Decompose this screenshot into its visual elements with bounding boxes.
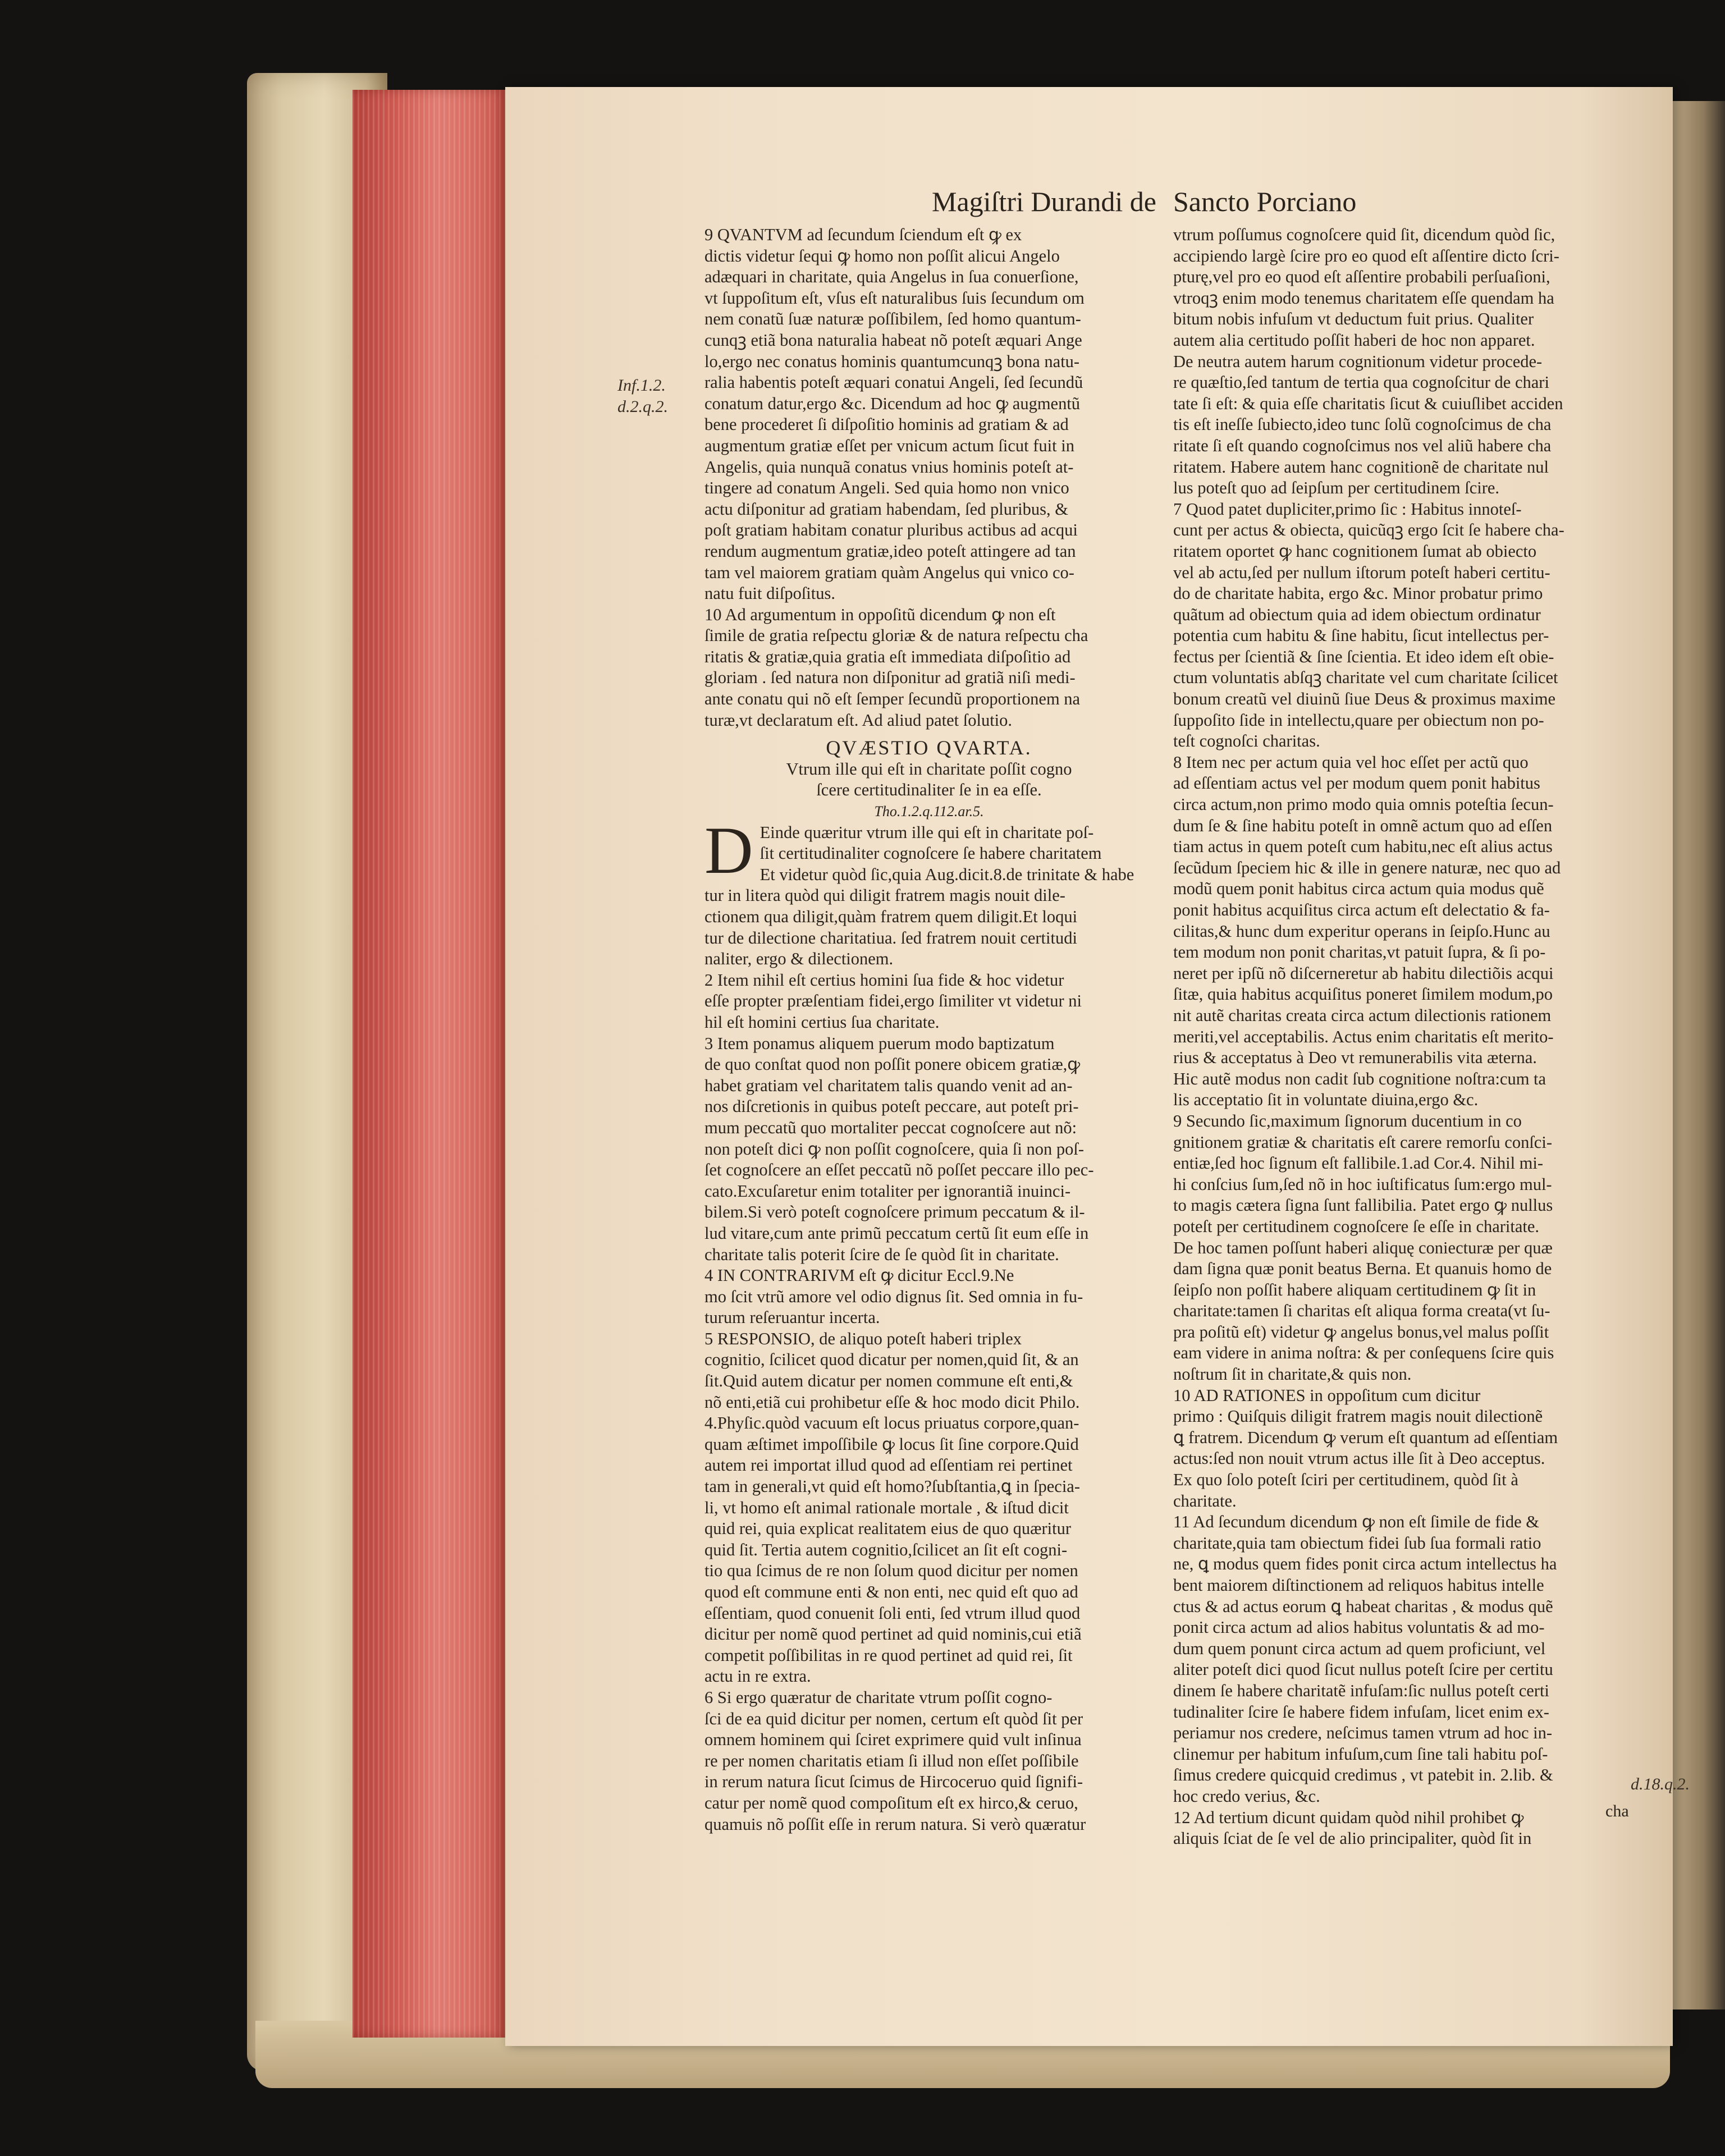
text-line: adæquari in charitate, quia Angelus in ſua conuerſione,	[704, 267, 1079, 287]
text-line: tudinaliter ſcire ſe habere fidem infuſam, licet enim ex-	[1173, 1702, 1549, 1722]
text-line: Hic autẽ modus non cadit ſub cognitione noſtra:cum ta	[1173, 1069, 1546, 1088]
text-line: bent maiorem diſtinctionem ad reliquos habitus intelle	[1173, 1576, 1544, 1595]
text-line: 9 Secundo ſic,maximum ſignorum ducentium in co	[1173, 1111, 1522, 1130]
text-line: tingere ad conatum Angeli. Sed quia homo non vnico	[704, 478, 1069, 498]
text-line: vtrum poſſumus cognoſcere quid ſit, dicendum quòd ſic,	[1173, 225, 1555, 244]
text-line: ſuppoſito ſide in intellectu,quare per obiectum non po-	[1173, 710, 1544, 730]
text-line: ponit circa actum ad alios habitus voluntatis & ad mo-	[1173, 1618, 1545, 1637]
text-line: 10 AD RATIONES in oppoſitum cum dicitur	[1173, 1385, 1481, 1405]
text-line: nõ enti,etiã cui prohibetur eſſe & hoc modo dicit Philo.	[704, 1392, 1080, 1412]
text-line: noſtrum ſit in charitate,& quis non.	[1173, 1365, 1412, 1384]
text-line: Et videtur quòd ſic,quia Aug.dicit.8.de trinitate & habe	[759, 864, 1134, 884]
text-line: naliter, ergo & dilectionem.	[704, 949, 894, 969]
text-line: tam in generali,vt quid eſt homo?ſubſtantia,ꝗ in ſpecia-	[704, 1477, 1080, 1496]
text-line: ſit certitudinaliter cognoſcere ſe habere charitatem	[759, 844, 1102, 863]
left-column-body-before	[704, 225, 1154, 731]
text-line: 11 Ad ſecundum dicendum ꝙ non eſt ſimile de fide &	[1173, 1512, 1539, 1532]
question-title: QVÆSTIO QVARTA.	[826, 738, 1032, 759]
text-line: mo ſcit vtrũ amore vel odio dignus ſit. Sed omnia in fu-	[704, 1287, 1083, 1306]
text-line: primo : Quiſquis diligit fratrem magis nouit dilectionẽ	[1173, 1407, 1543, 1426]
text-line: ritate ſi eſt quando cognoſcimus nos vel aliũ habere cha	[1173, 436, 1552, 455]
margin-note-left	[617, 375, 668, 418]
text-line: tem modum non ponit charitas,vt patuit ſupra, & ſi po-	[1173, 942, 1546, 962]
text-line: De hoc tamen poſſunt haberi aliquę coniecturæ per quæ	[1173, 1238, 1553, 1257]
text-line: omnem hominem qui ſciret exprimere quid vult inſinua	[704, 1730, 1082, 1750]
text-line: mum peccatũ quo mortaliter peccat cognoſcere aut nõ:	[704, 1118, 1077, 1137]
text-line: rius & acceptatus à Deo vt remunerabilis vita æterna.	[1173, 1048, 1537, 1068]
text-line: pturę,vel pro eo quod eſt aſſentire probabili perſuaſioni,	[1173, 267, 1550, 287]
text-line: lo,ergo nec conatus hominis quantumcunqꝫ bona natu-	[704, 351, 1080, 371]
text-line: Ex quo ſolo poteſt ſciri per certitudinem, quòd ſit à	[1173, 1470, 1518, 1490]
text-line: quid ſit. Tertia autem cognitio,ſcilicet an ſit eſt cogni-	[704, 1540, 1068, 1559]
question-subtitle: Vtrum ille qui eſt in charitate poſſit cogno	[786, 759, 1072, 779]
text-line: 4 IN CONTRARIVM eſt ꝙ dicitur Eccl.9.Ne	[704, 1266, 1014, 1285]
text-line: vt ſuppoſitum eſt, vſus eſt naturalibus ſuis ſecundum om	[704, 288, 1085, 308]
text-line: habet gratiam vel charitatem talis quando venit ad an-	[704, 1075, 1073, 1095]
text-line: tis eſt ineſſe ſubiecto,ideo tunc ſolũ cognoſcimus de cha	[1173, 415, 1552, 434]
text-line: eſſentiam, quod conuenit ſoli enti, ſed vtrum illud quod	[704, 1603, 1081, 1623]
text-line: charitate talis poterit ſcire de ſe quòd ſit in charitate.	[704, 1244, 1059, 1264]
text-line: vel ab actu,ſed per nullum iſtorum poteſt haberi certitu-	[1173, 562, 1550, 582]
left-column-body-after	[704, 812, 1154, 1835]
text-line: 12 Ad tertium dicunt quidam quòd nihil prohibet ꝙ	[1173, 1807, 1524, 1827]
right-text-column	[1173, 225, 1622, 1850]
text-line: poſt gratiam habitam conatur pluribus actibus ad acqui	[704, 520, 1078, 540]
text-line: tate ſi eſt: & quia eſſe charitatis ſicut & cuiuſlibet acciden	[1173, 393, 1563, 413]
text-line: ritatem oportet ꝙ hanc cognitionem ſumat ab obiecto	[1173, 541, 1537, 561]
text-line: ponit habitus acquiſitus circa actum eſt delectatio & fa-	[1173, 900, 1550, 919]
text-line: dictis videtur ſequi ꝙ homo non poſſit alicui Angelo	[704, 246, 1060, 266]
text-line: tiam actus in quem poteſt cum habitu,nec eſt alius actus	[1173, 837, 1553, 857]
text-line: ꝗ fratrem. Dicendum ꝙ verum eſt quantum ad eſſentiam	[1173, 1427, 1558, 1447]
text-line: ſecũdum ſpeciem hic & ille in genere naturæ, nec quo ad	[1173, 858, 1561, 877]
text-line: re quæſtio,ſed tantum de tertia qua cognoſcitur de chari	[1173, 373, 1549, 392]
text-line: 9 QVANTVM ad ſecundum ſciendum eſt ꝙ ex	[704, 225, 1022, 244]
text-line: ſci de ea quid dicitur per nomen, certum eſt quòd ſit per	[704, 1709, 1083, 1728]
text-line: cunt per actus & obiecta, quicũqꝫ ergo ſcit ſe habere cha-	[1173, 520, 1564, 540]
text-line: in rerum natura ſicut ſcimus de Hircoceruo quid ſignifi-	[704, 1772, 1083, 1792]
left-text-column	[704, 225, 1154, 1835]
text-line: quid rei, quia explicat realitatem eius de quo quæritur	[704, 1519, 1072, 1539]
text-line: ſimus credere quicquid credimus , vt patebit in. 2.lib. &	[1173, 1765, 1553, 1785]
text-line: tur de dilectione charitatiua. ſed fratrem nouit certitudi	[704, 928, 1077, 947]
text-line: dum ſe & ſine habitu poteſt in omnẽ actum quo ad eſſen	[1173, 816, 1553, 835]
text-line: lus poteſt quo ad ſeipſum per certitudinem ſcire.	[1173, 478, 1500, 498]
text-line: eam videre in anima noſtra: & per conſequens ſcire quis	[1173, 1343, 1554, 1363]
text-line: De neutra autem harum cognitionum videtur procede-	[1173, 351, 1543, 371]
text-line: modũ quem ponit habitus circa actum quia modus quẽ	[1173, 879, 1544, 899]
question-subtitle: ſcere certitudinaliter ſe in ea eſſe.	[816, 780, 1042, 800]
text-line: dum quem ponunt circa actum ad quem proficiunt, vel	[1173, 1638, 1546, 1658]
text-line: dinem ſe habere charitatẽ infuſam:ſic nullus poteſt certi	[1173, 1681, 1549, 1700]
text-line: lis acceptatio ſit in voluntate diuina,ergo &c.	[1173, 1090, 1479, 1110]
text-line: meriti,vel acceptabilis. Actus enim charitatis eſt merito-	[1173, 1027, 1554, 1046]
text-line: catur per nomẽ quod compoſitum eſt ex hirco,& ceruo,	[704, 1793, 1078, 1812]
text-line: cunqꝫ etiã bona naturalia habeat nõ poteſt æquari Ange	[704, 330, 1082, 350]
margin-note-left-line: Inf.1.2.	[617, 376, 666, 395]
text-line: dam ſigna quæ ponit beatus Berna. Et quanuis homo de	[1173, 1259, 1552, 1279]
text-line: autem rei importat illud quod ad eſſentiam rei pertinet	[704, 1455, 1073, 1475]
text-line: turæ,vt declaratum eſt. Ad aliud patet ſolutio.	[704, 710, 1013, 730]
text-line: bilem.Si verò poteſt cognoſcere primum peccatum & il-	[704, 1202, 1085, 1222]
text-line: periamur nos credere, neſcimus tamen vtrum ad hoc in-	[1173, 1723, 1552, 1743]
text-line: ctionem qua diligit,quàm fratrem quem diligit.Et loqui	[704, 907, 1078, 926]
text-line: hi conſcius ſum,ſed nõ in hoc iuſtificatus ſum:ergo mul-	[1173, 1174, 1552, 1194]
text-line: 8 Item nec per actum quia vel hoc eſſet per actũ quo	[1173, 752, 1529, 772]
drop-cap: D	[704, 812, 753, 887]
text-line: competit poſſibilitas in re quod pertinet ad quid rei, ſit	[704, 1645, 1073, 1665]
text-line: natu fuit diſpoſitus.	[704, 584, 835, 603]
text-line: aliquis ſciat de ſe vel de alio principaliter, quòd ſit in	[1173, 1829, 1532, 1848]
running-header-left: Magiſtri Durandi de	[932, 186, 1156, 217]
question-reference: Tho.1.2.q.112.ar.5.	[874, 803, 984, 820]
text-line: entiæ,ſed hoc ſignum eſt fallibile.1.ad Cor.4. Nihil mi-	[1173, 1153, 1544, 1173]
facing-page-edge	[1672, 101, 1725, 2009]
text-line: do de charitate habita, ergo &c. Minor probatur primo	[1173, 584, 1543, 603]
text-line: rendum augmentum gratiæ,ideo poteſt attingere ad tan	[704, 541, 1076, 561]
text-line: ralia habentis poteſt æquari conatui Angeli, ſed ſecundũ	[704, 373, 1083, 392]
text-line: actu diſponitur ad gratiam habendam, ſed pluribus, &	[704, 499, 1068, 519]
text-line: de quo conſtat quod non poſſit ponere obicem gratiæ,ꝙ	[704, 1055, 1081, 1074]
text-line: quamuis nõ poſſit eſſe in rerum natura. Si verò quæratur	[704, 1814, 1086, 1834]
text-line: 7 Quod patet dupliciter,primo ſic : Habitus innoteſ-	[1173, 499, 1522, 519]
text-line: charitate.	[1173, 1491, 1237, 1510]
text-line: ſit.Quid autem dicatur per nomen commune eſt enti,&	[704, 1371, 1073, 1391]
text-line: ſimile de gratia reſpectu gloriæ & de natura reſpectu cha	[704, 626, 1088, 646]
text-line: 4.Phyſic.quòd vacuum eſt locus priuatus corpore,quan-	[704, 1413, 1079, 1433]
text-line: Angelis, quia nunquã conatus vnius hominis poteſt at-	[704, 457, 1074, 477]
text-line: autem alia certitudo poſſit haberi de hoc non apparet.	[1173, 330, 1535, 350]
text-line: turum reſeruantur incerta.	[704, 1308, 880, 1328]
text-line: poteſt per certitudinem cognoſcere ſe eſſe in charitate.	[1173, 1216, 1540, 1236]
text-line: hil eſt homini certius ſua charitate.	[704, 1012, 940, 1032]
running-header	[932, 185, 1605, 225]
text-line: aliter poteſt dici quod ſicut nullus poteſt ſcire per certitu	[1173, 1660, 1553, 1679]
text-line: nem conatũ ſuæ naturæ poſſibilem, ſed homo quantum-	[704, 309, 1081, 329]
text-line: bitum nobis infuſum vt deductum fuit prius. Qualiter	[1173, 309, 1534, 329]
text-line: bonum creatũ vel diuinũ ſiue Deus & proximus maxime	[1173, 689, 1556, 709]
text-line: accipiendo largè ſcire pro eo quod eſt aſſentire dicto ſcri-	[1173, 246, 1559, 266]
text-line: ctum voluntatis abſqꝫ charitate vel cum charitate ſcilicet	[1173, 668, 1558, 688]
text-line: charitate:tamen ſi charitas eſt aliqua forma creata(vt ſu-	[1173, 1301, 1550, 1321]
text-line: clinemur per habitum infuſum,cum ſine tali habitu poſ-	[1173, 1744, 1548, 1764]
text-line: teſt cognoſci charitas.	[1173, 731, 1320, 751]
text-line: charitate,quia tam obiectum fidei ſub ſua formali ratio	[1173, 1533, 1541, 1553]
text-line: nit autẽ charitas creata circa actum dilectionis rationem	[1173, 1005, 1552, 1025]
text-line: pra poſitũ eſt) videtur ꝙ angelus bonus,vel malus poſſit	[1173, 1322, 1549, 1342]
text-line: quam æſtimet impoſſibile ꝙ locus ſit ſine corpore.Quid	[704, 1434, 1079, 1454]
text-line: quod eſt commune enti & non enti, nec quid eſt quo ad	[704, 1582, 1078, 1601]
text-line: cilitas,& hunc dum experitur operans in ſeipſo.Hunc au	[1173, 921, 1550, 941]
text-line: actu in re extra.	[704, 1667, 811, 1686]
text-line: ritatem. Habere autem hanc cognitionẽ de charitate nul	[1173, 457, 1549, 477]
text-line: lud vitare,cum ante primũ peccatum certũ ſit eum eſſe in	[704, 1223, 1089, 1243]
text-line: 3 Item ponamus aliquem puerum modo baptizatum	[704, 1033, 1055, 1053]
text-line: tio qua ſcimus de re non ſolum quod dicitur per nomen	[704, 1561, 1078, 1581]
text-line: ſet cognoſcere an eſſet peccatũ nõ poſſet peccare illo pec-	[704, 1160, 1094, 1180]
text-line: non poteſt dici ꝙ non poſſit cognoſcere, quia ſi non poſ-	[704, 1139, 1084, 1159]
text-line: actus:ſed non nouit vtrum actus ille ſit à Deo acceptus.	[1173, 1449, 1545, 1468]
text-line: 5 RESPONSIO, de aliquo poteſt haberi triplex	[704, 1329, 1022, 1348]
catchword: cha	[1605, 1802, 1629, 1820]
text-line: nos diſcretionis in quibus poteſt peccare, aut poteſt pri-	[704, 1097, 1079, 1116]
text-line: ne, ꝗ modus quem fides ponit circa actum intellectus ha	[1173, 1554, 1557, 1574]
text-line: tur in litera quòd qui diligit fratrem magis nouit dile-	[704, 886, 1065, 905]
margin-note-left-line: d.2.q.2.	[617, 397, 668, 416]
text-line: dicitur per nomẽ quod pertinet ad quid nominis,cui etiã	[704, 1624, 1082, 1644]
margin-note-right: d.18.q.2.	[1631, 1775, 1690, 1793]
text-line: vtroqꝫ enim modo tenemus charitatem eſſe quendam ha	[1173, 288, 1554, 308]
text-line: Einde quæritur vtrum ille qui eſt in charitate poſ-	[759, 822, 1094, 842]
text-line: li, vt homo eſt animal rationale mortale , & iſtud dicit	[704, 1498, 1069, 1517]
text-line: ſitæ, quia habitus acquiſitus poneret ſimilem modum,po	[1173, 985, 1553, 1004]
text-line: re per nomen charitatis etiam ſi illud non eſſet poſſibile	[704, 1751, 1079, 1770]
text-line: cato.Excuſaretur enim totaliter per ignorantiã inuinci-	[704, 1181, 1071, 1201]
text-line: gloriam . ſed natura non diſponitur ad gratiã niſi medi-	[704, 668, 1076, 688]
text-line: ſeipſo non poſſit habere aliquam certitudinem ꝙ ſit in	[1173, 1280, 1536, 1299]
text-line: to magis cætera ſigna ſunt fallibilia. Patet ergo ꝙ nullus	[1173, 1196, 1553, 1215]
text-line: 6 Si ergo quæratur de charitate vtrum poſſit cogno-	[704, 1687, 1053, 1707]
text-line: tam vel maiorem gratiam quàm Angelus qui vnico co-	[704, 562, 1074, 582]
text-line: 2 Item nihil eſt certius homini ſua fide & hoc videtur	[704, 970, 1064, 990]
text-line: ante conatu qui nõ eſt ſemper ſecundũ proportionem na	[704, 689, 1081, 709]
text-line: circa actum,non primo modo quia omnis poteſtia ſecun-	[1173, 795, 1554, 814]
text-line: cognitio, ſcilicet quod dicatur per nomen,quid ſit, & an	[704, 1350, 1079, 1370]
text-line: fectus per ſcientiã & ſine ſcientia. Et ideo idem eſt obie-	[1173, 647, 1554, 666]
text-line: bene procederet ſi diſpoſitio hominis ad gratiam & ad	[704, 415, 1069, 434]
text-line: ctus & ad actus eorum ꝗ habeat charitas , & modus quẽ	[1173, 1596, 1553, 1616]
text-line: ad eſſentiam actus vel per modum quem ponit habitus	[1173, 773, 1540, 793]
text-line: conatum datur,ergo &c. Dicendum ad hoc ꝙ augmentũ	[704, 393, 1081, 413]
running-header-right: Sancto Porciano	[1173, 186, 1357, 217]
text-line: quãtum ad obiectum quia ad idem obiectum ordinatur	[1173, 605, 1541, 624]
text-line: ritatis & gratiæ,quia gratia eſt immediata diſpoſitio ad	[704, 647, 1071, 666]
text-line: 10 Ad argumentum in oppoſitũ dicendum ꝙ non eſt	[704, 605, 1056, 624]
text-line: eſſe propter præſentiam fidei,ergo ſimiliter vt videtur ni	[704, 991, 1082, 1011]
text-line: potentia cum habitu & ſine habitu, ſicut intellectus per-	[1173, 626, 1549, 646]
text-line: gnitionem gratiæ & charitatis eſt carere remorſu conſci-	[1173, 1132, 1552, 1152]
text-line: neret per ipſũ nõ diſcerneretur ab habitu dilectiõis acqui	[1173, 963, 1554, 983]
text-line: hoc credo verius, &c.	[1173, 1786, 1320, 1806]
red-page-edges	[353, 90, 507, 2038]
text-line: augmentum gratiæ eſſet per vnicum actum ſicut fuit in	[704, 436, 1074, 455]
